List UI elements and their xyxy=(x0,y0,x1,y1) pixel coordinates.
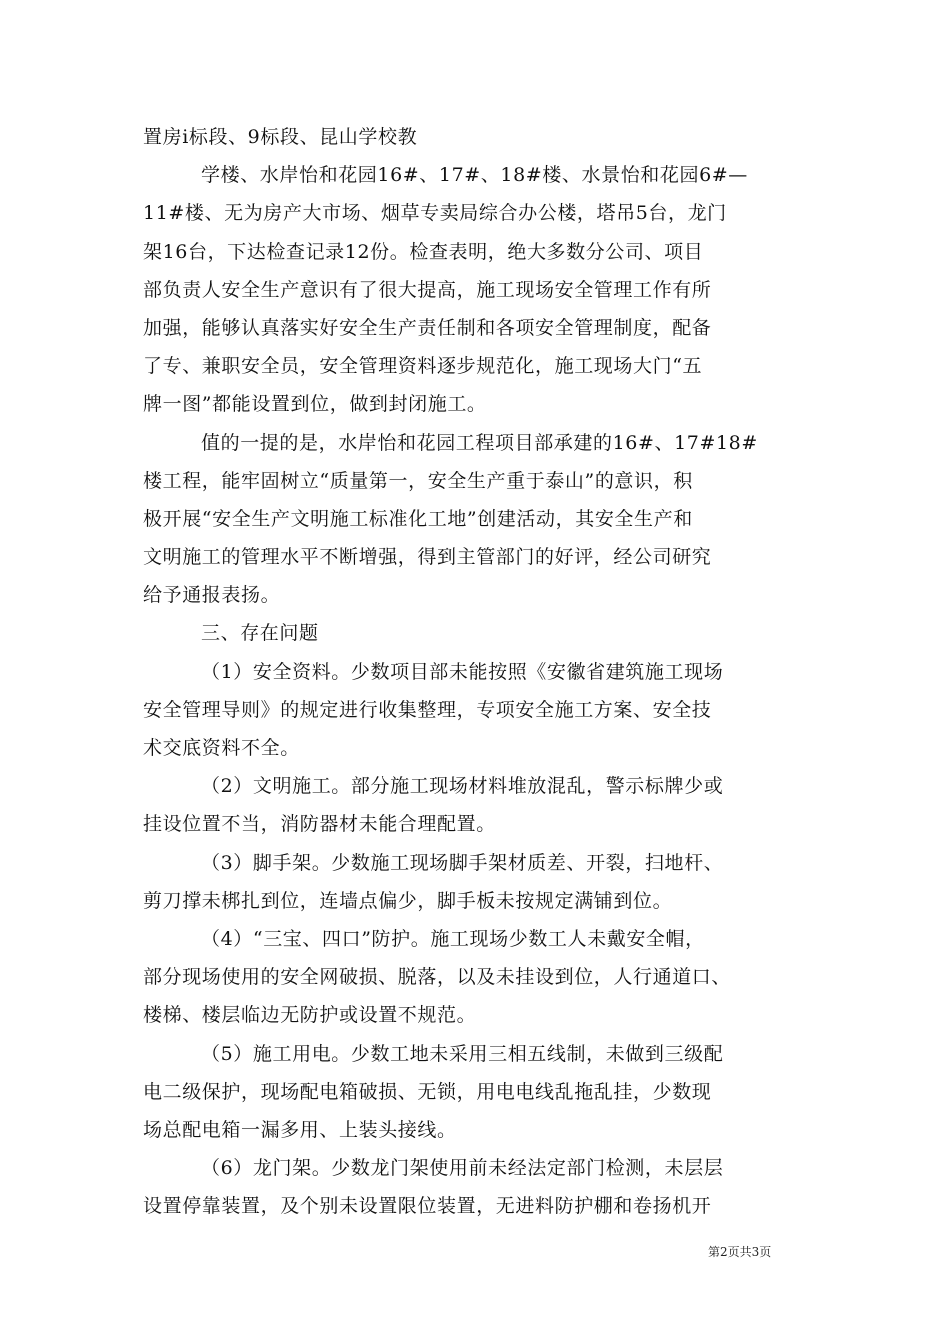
text-line: 设置停靠装置，及个别未设置限位装置，无进料防护棚和卷扬机开 xyxy=(143,1195,712,1218)
text-line: 电二级保护，现场配电箱破损、无锁，用电电线乱拖乱挂，少数现 xyxy=(143,1080,712,1103)
text-line: 11#楼、无为房产大市场、烟草专卖局综合办公楼，塔吊5台，龙门 xyxy=(143,202,727,225)
text-line: 场总配电箱一漏多用、上装头接线。 xyxy=(143,1118,457,1141)
text-line: 学楼、水岸怡和花园16#、17#、18#楼、水景怡和花园6#— xyxy=(201,164,748,187)
text-line: 楼梯、楼层临边无防护或设置不规范。 xyxy=(143,1004,477,1027)
page-number: 第2页共3页 xyxy=(708,1245,772,1259)
text-line: 剪刀撑未梆扎到位，连墙点偏少，脚手板未按规定满铺到位。 xyxy=(143,889,673,912)
text-line: （3）脚手架。少数施工现场脚手架材质差、开裂，扫地杆、 xyxy=(201,851,724,874)
text-line: 牌一图”都能设置到位，做到封闭施工。 xyxy=(143,393,487,416)
text-line: （6）龙门架。少数龙门架使用前未经法定部门检测，未层层 xyxy=(201,1157,724,1180)
text-line: （5）施工用电。少数工地未采用三相五线制，未做到三级配 xyxy=(201,1042,724,1065)
text-line: 值的一提的是，水岸怡和花园工程项目部承建的16#、17#18# xyxy=(201,431,758,454)
text-line: （1）安全资料。少数项目部未能按照《安徽省建筑施工现场 xyxy=(201,660,724,683)
text-line: 极开展“安全生产文明施工标准化工地”创建活动，其安全生产和 xyxy=(143,507,693,530)
text-line: 部负责人安全生产意识有了很大提高，施工现场安全管理工作有所 xyxy=(143,278,712,301)
text-line: 加强，能够认真落实好安全生产责任制和各项安全管理制度，配备 xyxy=(143,316,712,339)
text-line: 了专、兼职安全员，安全管理资料逐步规范化，施工现场大门“五 xyxy=(143,355,703,378)
text-line: 安全管理导则》的规定进行收集整理，专项安全施工方案、安全技 xyxy=(143,698,712,721)
text-line: 文明施工的管理水平不断增强，得到主管部门的好评，经公司研究 xyxy=(143,546,712,569)
text-line: 架16台，下达检查记录12份。检查表明，绝大多数分公司、项目 xyxy=(143,240,704,263)
text-line: 楼工程，能牢固树立“质量第一，安全生产重于泰山”的意识，积 xyxy=(143,469,693,492)
text-line: （2）文明施工。部分施工现场材料堆放混乱，警示标牌少或 xyxy=(201,775,724,798)
text-line: 挂设位置不当，消防器材未能合理配置。 xyxy=(143,813,496,836)
document-body xyxy=(143,118,823,1225)
text-line: （4）“三宝、四口”防护。施工现场少数工人未戴安全帽， xyxy=(201,927,705,950)
text-line: 三、存在问题 xyxy=(201,622,319,645)
text-line: 给予通报表扬。 xyxy=(143,584,281,607)
text-line: 部分现场使用的安全网破损、脱落，以及未挂设到位，人行通道口、 xyxy=(143,966,732,989)
text-line: 术交底资料不全。 xyxy=(143,737,300,759)
text-line: 置房ⅰ标段、9标段、昆山学校教 xyxy=(143,126,418,148)
